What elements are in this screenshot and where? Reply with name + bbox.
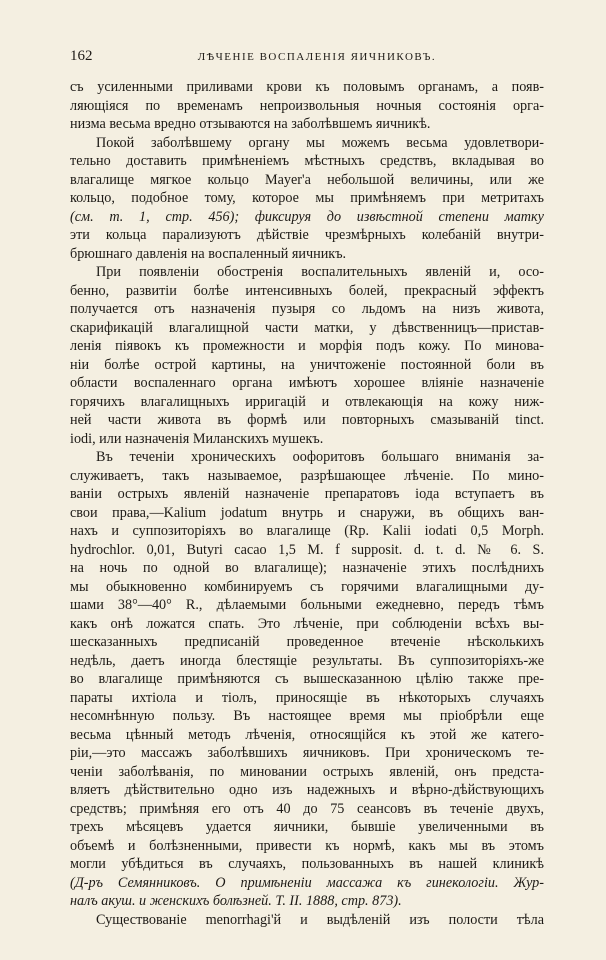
text-line: ріи,—это массажъ заболѣвшихъ яичниковъ. При хроническомъ те- <box>70 745 544 761</box>
text-line: бенно, развитіи болѣе интенсивныхъ болей, прекрасный эффектъ <box>70 282 544 299</box>
text-line: ченіи заболѣванія, по миновании острыхъ явленій, онъ предста- <box>70 763 544 780</box>
text-line: весьма цѣнный методъ лѣченія, относящійся къ этой же катего- <box>70 726 544 743</box>
text-line: мы обыкновенно комбинируемъ съ горячими влагалищными ду- <box>70 578 544 595</box>
running-title: ЛѢЧЕНІЕ ВОСПАЛЕНІЯ ЯИЧНИКОВЪ. <box>197 51 437 63</box>
text-line: брюшнаго давленія на воспаленный яичникъ. <box>70 245 347 262</box>
text-line: свои права,—Kalium jodatum внутрь и снаружи, въ общихъ ван- <box>70 504 544 521</box>
text-line: параты ихтіола и тіолъ, приносящіе въ нѣкоторыхъ случаяхъ <box>70 689 544 706</box>
text-line: шами 38°—40° R., дѣлаемыми больными ежедневно, передъ тѣмъ <box>70 597 544 613</box>
text-line: налъ акуш. и женскихъ болѣзней. Т. II. 1888, стр. 873). <box>70 893 402 909</box>
text-line: скарификацій влагалищной части матки, у дѣвственницъ—пристав- <box>70 319 544 336</box>
text-line: Въ теченіи хроническихъ оофоритовъ большаго вниманія за- <box>96 449 544 465</box>
page-number: 162 <box>70 48 93 64</box>
text-line: получается отъ назначенія пузыря со льдомъ на низъ живота, <box>70 301 544 317</box>
text-line: области воспаленнаго органа имѣютъ хорошее вліяніе назначеніе <box>70 375 544 391</box>
text-line: шесказанныхъ предписаній проведенное втеченіе нѣсколькихъ <box>70 634 544 650</box>
text-line: вляетъ дѣйствительно одно изъ надежныхъ и вѣрно-дѣйствующихъ <box>70 782 544 798</box>
page-header <box>70 48 544 70</box>
text-line: объемѣ и болѣзненными, привести къ нормѣ, какъ мы въ этомъ <box>70 837 544 854</box>
body-text <box>70 78 544 929</box>
text-line: hydrochlor. 0,01, Butyri cacao 1,5 M. f supposit. d. t. d. № 6. S. <box>70 541 544 558</box>
text-line: во влагалище примѣняются съ вышесказанною цѣлію также пре- <box>70 671 544 687</box>
text-line: могли убѣдиться въ случаяхъ, пользованныхъ въ нашей клиникѣ <box>70 856 544 872</box>
text-line: съ усиленными приливами крови къ половымъ органамъ, а появ- <box>70 79 544 95</box>
text-line: какъ онѣ ложатся спать. Это лѣченіе, при соблюденіи всѣхъ вы- <box>70 615 544 632</box>
text-line: iodi, или назначенія Миланскихъ мушекъ. <box>70 430 324 447</box>
text-line: нахъ и суппозиторіяхъ во влагалище (Rp. Kalii iodati 0,5 Morph. <box>70 523 544 539</box>
text-line: ляющіяся по временамъ непроизвольныя ночныя состоянія орга- <box>70 97 544 114</box>
text-line: (Д-ръ Семянниковъ. О примѣненіи массажа къ гинекологіи. Жур- <box>70 874 544 891</box>
text-line: горячихъ влагалищныхъ ирригацій и отвлекающія на кожу ниж- <box>70 393 544 410</box>
text-line: эти кольца парализуютъ дѣйствіе чрезмѣрныхъ колебаній внутри- <box>70 227 544 243</box>
text-line: ней части живота въ формѣ или повторныхъ смазываній tinct. <box>70 412 544 428</box>
text-line: трехъ мѣсяцевъ удается яичники, бывшіе увеличенными въ <box>70 819 544 835</box>
text-line: (см. т. 1, стр. 456); фиксируя до извѣстной степени матку <box>70 208 544 225</box>
text-line: на ночь по одной во влагалище); назначеніе этихъ послѣднихъ <box>70 560 544 576</box>
text-line: ленія піявокъ къ промежности и морфія подъ кожу. По минова- <box>70 338 544 354</box>
text-line: ніи болѣе острой картины, на уничтоженіе постоянной боли въ <box>70 356 544 373</box>
text-line: Существованіе menorrhagi'й и выдѣленій изъ полости тѣла <box>96 911 544 928</box>
text-line: тельно доставить примѣненіемъ мѣстныхъ средствъ, вкладывая во <box>70 153 544 169</box>
text-line: влагалище мягкое кольцо Mayer'а небольшой величины, или же <box>70 171 544 188</box>
text-line: недѣль, даетъ иногда блестящіе результаты. Въ суппозиторіяхъ-же <box>70 652 544 669</box>
text-line: несомнѣнную пользу. Въ настоящее время мы пріобрѣли еще <box>70 708 544 724</box>
text-line: низма весьма вредно отзываются на заболѣвшемъ яичникѣ. <box>70 116 431 132</box>
text-line: кольцо, подобное тому, которое мы примѣняемъ при метритахъ <box>70 190 544 206</box>
text-line: ваніи острыхъ явленій назначеніе препаратовъ іода вступаетъ въ <box>70 486 544 502</box>
text-line: При появленіи обостренія воспалительныхъ явленій и, осо- <box>96 264 544 280</box>
text-line: служиваетъ, такъ называемое, разрѣшающее лѣченіе. По мино- <box>70 467 544 484</box>
text-line: Покой заболѣвшему органу мы можемъ весьма удовлетвори- <box>96 134 544 151</box>
text-line: средствъ; примѣняя его отъ 40 до 75 сеансовъ въ теченіе двухъ, <box>70 800 544 817</box>
